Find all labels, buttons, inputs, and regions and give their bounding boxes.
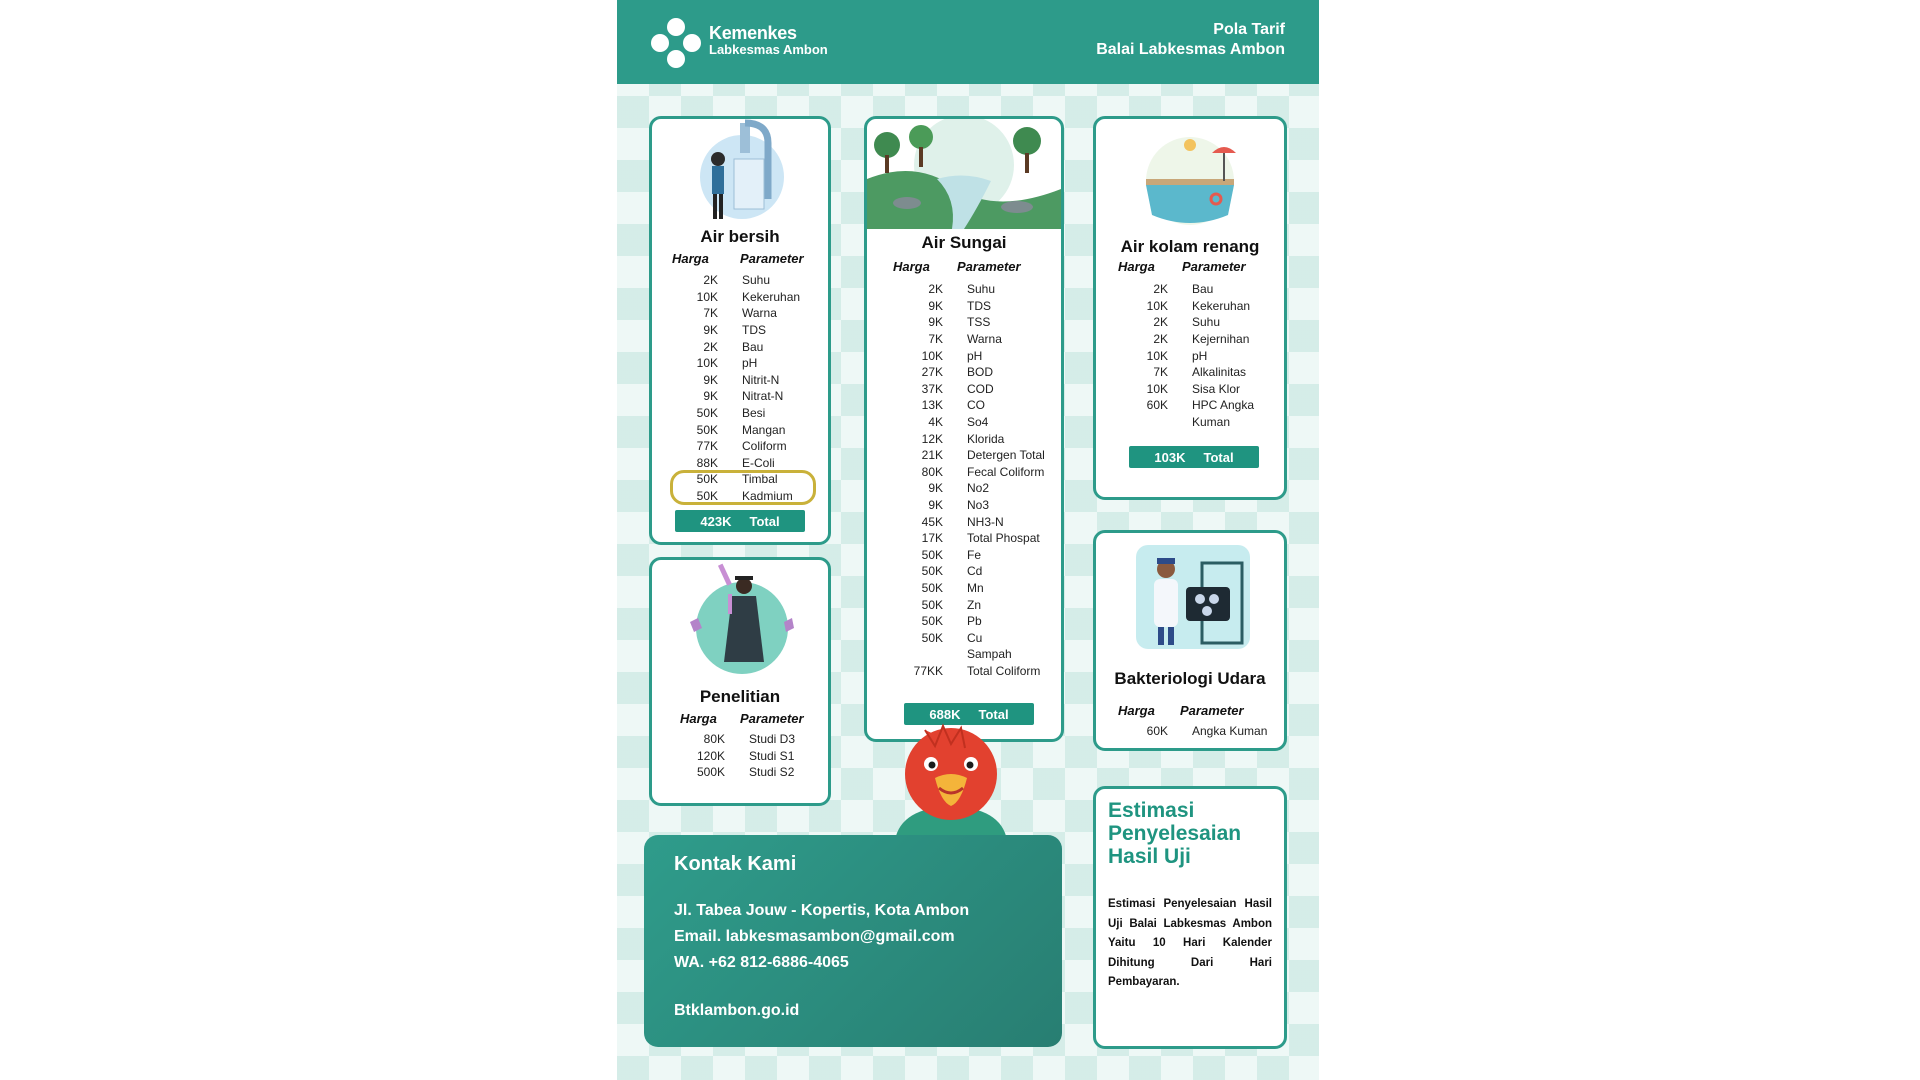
price-row <box>893 530 1045 547</box>
price-row <box>1118 397 1254 414</box>
price-row <box>668 272 800 289</box>
price-row <box>893 580 1045 597</box>
price-row <box>1116 723 1267 740</box>
price-value: 9K <box>928 498 943 513</box>
card-air-kolam-renang <box>1093 116 1287 500</box>
price-value: 10K <box>1146 348 1168 363</box>
card-air-sungai <box>864 116 1064 742</box>
price-value: 2K <box>928 282 943 297</box>
parameter-name: TSS <box>967 315 991 330</box>
total-bar <box>1129 446 1259 468</box>
parameter-name: BOD <box>967 365 994 380</box>
price-row <box>893 298 1045 315</box>
parameter-name: Mangan <box>742 422 786 437</box>
parameter-name: TDS <box>967 298 991 313</box>
price-row <box>1118 381 1254 398</box>
price-row <box>893 447 1045 464</box>
parameter-name: Kekeruhan <box>1192 298 1251 313</box>
price-row <box>668 455 800 472</box>
price-value: 13K <box>921 398 943 413</box>
col-harga-header: Harga <box>1118 259 1155 274</box>
price-value: 80K <box>703 732 725 747</box>
price-value: 2K <box>703 339 718 354</box>
contact-address: Jl. Tabea Jouw - Kopertis, Kota Ambon <box>674 902 970 919</box>
price-value: 7K <box>928 332 943 347</box>
card-title: Air bersih <box>700 227 780 246</box>
parameter-name: Suhu <box>742 273 771 288</box>
price-row <box>893 563 1045 580</box>
parameter-name: Coliform <box>742 439 787 454</box>
price-row <box>893 414 1045 431</box>
parameter-name: Sampah <box>967 647 1012 662</box>
price-value: 9K <box>703 323 718 338</box>
price-list <box>670 731 795 781</box>
price-value: 37K <box>921 381 943 396</box>
price-value: 60K <box>1146 724 1168 739</box>
parameter-name: No3 <box>967 498 990 513</box>
price-row <box>668 305 800 322</box>
price-value: 50K <box>696 406 718 421</box>
price-value: 17K <box>921 531 943 546</box>
price-value: 45K <box>921 514 943 529</box>
highlight-circle <box>670 470 816 505</box>
parameter-name: HPC Angka <box>1192 398 1255 413</box>
price-row <box>668 421 800 438</box>
total-value: 688K <box>929 706 961 722</box>
parameter-name: Detergen Total <box>967 448 1045 463</box>
parameter-name: No2 <box>967 481 990 496</box>
poster-title-line1: Pola Tarif <box>1213 21 1285 38</box>
estimasi-title <box>1108 799 1241 868</box>
graduate-illustration-icon <box>680 562 804 682</box>
parameter-name: Klorida <box>967 431 1005 446</box>
price-value: 60K <box>1146 398 1168 413</box>
card-title: Air kolam renang <box>1120 237 1260 256</box>
price-value: 9K <box>703 372 718 387</box>
price-row <box>668 322 800 339</box>
price-row <box>1118 414 1254 431</box>
col-harga-header: Harga <box>893 259 930 274</box>
price-row <box>893 381 1045 398</box>
poster-header <box>617 0 1319 84</box>
card-title: Air Sungai <box>921 233 1007 252</box>
parameter-name: Studi S2 <box>749 765 795 780</box>
price-row <box>668 289 800 306</box>
card-title: Penelitian <box>699 687 781 706</box>
parameter-name: Suhu <box>1192 315 1221 330</box>
parameter-name: Pb <box>967 614 982 629</box>
estimasi-body: Estimasi Penyelesaian Hasil Uji Balai Labkesmas Ambon Yaitu 10 Hari Kalender Dihitung Dari Hari Pembayaran. <box>1108 898 1272 988</box>
parameter-name: Fecal Coliform <box>967 464 1045 479</box>
price-row <box>893 547 1045 564</box>
price-row <box>893 497 1045 514</box>
price-list <box>1118 281 1254 430</box>
price-row <box>893 430 1045 447</box>
price-row <box>893 629 1045 646</box>
parameter-name: Cu <box>967 630 983 645</box>
price-row <box>893 480 1045 497</box>
parameter-name: NH3-N <box>967 514 1004 529</box>
price-row <box>893 613 1045 630</box>
kemenkes-logo-icon <box>649 16 703 70</box>
price-row <box>668 355 800 372</box>
price-value: 50K <box>921 564 943 579</box>
contact-email[interactable]: Email. labkesmasambon@gmail.com <box>674 928 955 945</box>
price-row <box>893 314 1045 331</box>
price-row <box>668 338 800 355</box>
price-value: 50K <box>696 422 718 437</box>
price-value: 9K <box>928 481 943 496</box>
parameter-name: Bau <box>1192 282 1214 297</box>
total-bar <box>675 510 805 532</box>
parameter-name: Nitrat-N <box>742 389 784 404</box>
estimasi-title-line3: Hasil Uji <box>1108 845 1191 868</box>
price-value: 88K <box>696 455 718 470</box>
price-row <box>893 513 1045 530</box>
parameter-name: Total Phospat <box>967 531 1040 546</box>
poster-title-line2: Balai Labkesmas Ambon <box>1096 41 1285 58</box>
col-parameter-header: Parameter <box>957 259 1021 274</box>
price-value: 50K <box>696 489 718 504</box>
col-parameter-header: Parameter <box>740 711 804 726</box>
price-row <box>668 438 800 455</box>
price-value: 500K <box>696 765 725 780</box>
price-row <box>670 731 795 748</box>
contact-title: Kontak Kami <box>674 853 797 875</box>
price-row <box>670 764 795 781</box>
water-tap-illustration-icon <box>690 119 794 229</box>
price-value: 10K <box>696 356 718 371</box>
parameter-name: Studi S1 <box>749 748 795 763</box>
price-value: 10K <box>1146 381 1168 396</box>
price-value: 4K <box>928 415 943 430</box>
swimming-pool-illustration-icon <box>1132 131 1248 231</box>
tariff-poster <box>617 0 1319 1080</box>
price-value: 50K <box>921 597 943 612</box>
price-value: 50K <box>921 614 943 629</box>
price-row <box>1118 347 1254 364</box>
parrot-mascot-icon <box>881 722 1021 840</box>
col-harga-header: Harga <box>680 711 717 726</box>
price-row <box>668 388 800 405</box>
price-value: 12K <box>921 431 943 446</box>
price-value: 10K <box>696 289 718 304</box>
price-row <box>893 596 1045 613</box>
price-row <box>893 364 1045 381</box>
parameter-name: Studi D3 <box>749 732 796 747</box>
card-penelitian <box>649 557 831 806</box>
parameter-name: E-Coli <box>742 455 775 470</box>
price-row <box>1118 331 1254 348</box>
col-parameter-header: Parameter <box>1182 259 1246 274</box>
card-title: Bakteriologi Udara <box>1114 669 1266 688</box>
card-estimasi <box>1093 786 1287 1049</box>
contact-panel <box>644 835 1062 1047</box>
price-value: 10K <box>921 348 943 363</box>
price-value: 10K <box>1146 298 1168 313</box>
parameter-name: Sisa Klor <box>1192 381 1241 396</box>
price-value: 2K <box>703 273 718 288</box>
poster-title <box>1096 20 1285 60</box>
brand-name: Kemenkes <box>709 23 797 43</box>
parameter-name: Mn <box>967 580 984 595</box>
brand-text <box>709 24 828 57</box>
col-parameter-header: Parameter <box>1180 703 1244 718</box>
price-value: 50K <box>921 580 943 595</box>
total-value: 423K <box>700 513 732 529</box>
price-value: 80K <box>921 464 943 479</box>
price-row <box>893 464 1045 481</box>
parameter-name: Suhu <box>967 282 996 297</box>
price-value: 50K <box>696 472 718 487</box>
price-row <box>893 347 1045 364</box>
parameter-name: Nitrit-N <box>742 372 780 387</box>
parameter-name: Kuman <box>1192 415 1231 430</box>
price-row <box>893 663 1045 680</box>
parameter-name: Bau <box>742 339 764 354</box>
card-bakteriologi-udara <box>1093 530 1287 751</box>
price-row <box>1118 364 1254 381</box>
price-row <box>1118 314 1254 331</box>
parameter-name: pH <box>1192 348 1208 363</box>
parameter-name: Kejernihan <box>1192 332 1250 347</box>
price-row <box>893 331 1045 348</box>
col-harga-header: Harga <box>672 251 709 266</box>
river-landscape-illustration-icon <box>867 119 1061 229</box>
contact-website-link[interactable]: Btklambon.go.id <box>674 1002 800 1019</box>
total-label: Total <box>978 706 1009 722</box>
parameter-name: CO <box>967 398 985 413</box>
parameter-name: Fe <box>967 547 982 562</box>
col-parameter-header: Parameter <box>740 251 804 266</box>
parameter-name: Zn <box>967 597 982 612</box>
price-value: 120K <box>696 748 725 763</box>
price-row <box>1118 298 1254 315</box>
estimasi-title-line2: Penyelesaian <box>1108 822 1242 845</box>
total-value: 103K <box>1154 449 1186 465</box>
parameter-name: Cd <box>967 564 983 579</box>
price-value: 9K <box>928 298 943 313</box>
brand-subname: Labkesmas Ambon <box>709 41 828 57</box>
contact-phone[interactable]: WA. +62 812-6886-4065 <box>674 954 849 971</box>
parameter-name: Warna <box>742 306 777 321</box>
price-value: 9K <box>928 315 943 330</box>
price-row <box>1118 281 1254 298</box>
price-row <box>668 405 800 422</box>
price-value: 27K <box>921 365 943 380</box>
price-row <box>893 281 1045 298</box>
price-value: 7K <box>703 306 718 321</box>
parameter-name: Warna <box>967 332 1002 347</box>
price-value: 50K <box>921 547 943 562</box>
parameter-name: So4 <box>967 415 989 430</box>
price-value: 77KK <box>913 663 943 678</box>
price-row <box>668 372 800 389</box>
parameter-name: Alkalinitas <box>1192 365 1247 380</box>
price-value: 2K <box>1153 315 1168 330</box>
price-value: 21K <box>921 448 943 463</box>
col-harga-header: Harga <box>1118 703 1155 718</box>
parameter-name: Timbal <box>742 472 778 487</box>
card-air-bersih <box>649 116 831 545</box>
price-row <box>893 646 1045 663</box>
parameter-name: Besi <box>742 406 766 421</box>
price-value: 2K <box>1153 332 1168 347</box>
price-list <box>893 281 1045 679</box>
price-value: 2K <box>1153 282 1168 297</box>
parameter-name: TDS <box>742 323 766 338</box>
parameter-name: Kekeruhan <box>742 289 801 304</box>
price-row <box>670 748 795 765</box>
estimasi-title-line1: Estimasi <box>1108 799 1195 822</box>
price-value: 50K <box>921 630 943 645</box>
parameter-name: COD <box>967 381 994 396</box>
price-list <box>1116 723 1267 740</box>
lab-technician-illustration-icon <box>1132 541 1254 651</box>
price-value: 7K <box>1153 365 1168 380</box>
parameter-name: pH <box>967 348 983 363</box>
price-row <box>893 397 1045 414</box>
parameter-name: Total Coliform <box>967 663 1041 678</box>
parameter-name: Angka Kuman <box>1192 724 1268 739</box>
parameter-name: Kadmium <box>742 489 793 504</box>
price-value: 9K <box>703 389 718 404</box>
price-value: 77K <box>696 439 718 454</box>
total-label: Total <box>749 513 780 529</box>
total-label: Total <box>1203 449 1234 465</box>
parameter-name: pH <box>742 356 758 371</box>
